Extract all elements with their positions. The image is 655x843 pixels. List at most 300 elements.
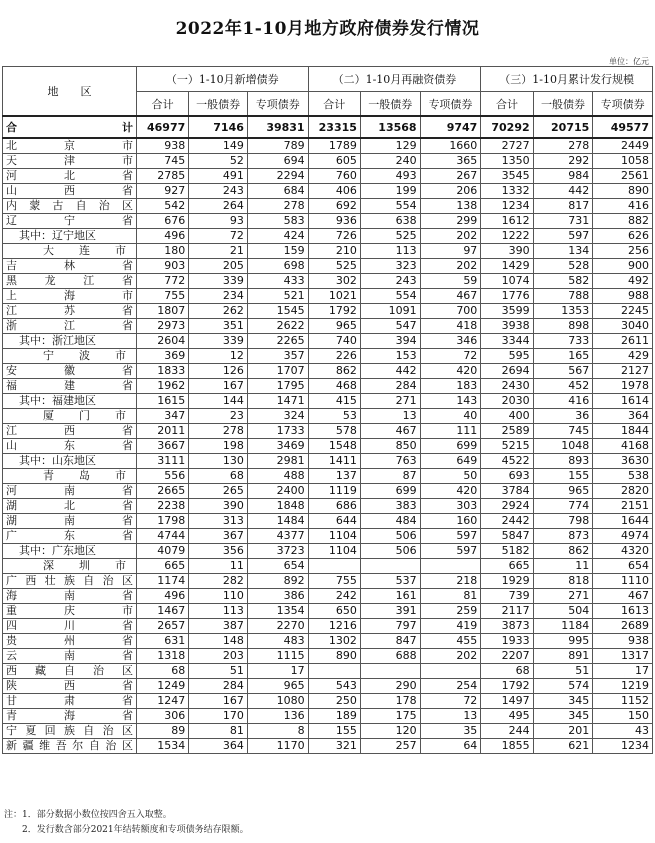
value-cell: 731 (533, 214, 593, 229)
region-name: 云南省 (3, 649, 137, 664)
value-cell: 3667 (136, 439, 188, 454)
value-cell: 419 (420, 619, 481, 634)
value-cell: 504 (533, 604, 593, 619)
value-cell: 1612 (481, 214, 533, 229)
value-cell: 631 (136, 634, 188, 649)
value-cell (420, 664, 481, 679)
value-cell: 1615 (136, 394, 188, 409)
region-name: 福建省 (3, 379, 137, 394)
region-name: 其中：辽宁地区 (3, 229, 137, 244)
value-cell: 3545 (481, 169, 533, 184)
value-cell: 420 (420, 364, 481, 379)
region-name: 吉林省 (3, 259, 137, 274)
value-cell: 324 (247, 409, 308, 424)
value-cell: 262 (189, 304, 248, 319)
value-cell: 626 (593, 229, 653, 244)
value-cell: 242 (308, 589, 360, 604)
region-name: 天津市 (3, 154, 137, 169)
value-cell: 578 (308, 424, 360, 439)
value-cell: 1792 (308, 304, 360, 319)
value-cell: 890 (308, 649, 360, 664)
value-cell (420, 559, 481, 574)
region-name: 安徽省 (3, 364, 137, 379)
value-cell: 873 (533, 529, 593, 544)
value-cell: 1855 (481, 739, 533, 754)
value-cell: 390 (189, 499, 248, 514)
value-cell: 927 (136, 184, 188, 199)
value-cell: 1795 (247, 379, 308, 394)
value-cell: 201 (533, 724, 593, 739)
value-cell: 595 (481, 349, 533, 364)
value-cell: 567 (533, 364, 593, 379)
value-cell: 483 (247, 634, 308, 649)
region-name: 河南省 (3, 484, 137, 499)
value-cell: 538 (593, 469, 653, 484)
value-cell: 4320 (593, 544, 653, 559)
value-cell: 1429 (481, 259, 533, 274)
value-cell: 2981 (247, 454, 308, 469)
value-cell: 259 (420, 604, 481, 619)
value-cell: 68 (136, 664, 188, 679)
region-name: 大连市 (3, 244, 137, 259)
region-name: 新疆维吾尔自治区 (3, 739, 137, 754)
value-cell: 1080 (247, 694, 308, 709)
value-cell: 491 (189, 169, 248, 184)
value-cell: 306 (136, 709, 188, 724)
value-cell: 292 (533, 154, 593, 169)
value-cell: 1484 (247, 514, 308, 529)
table-row (3, 604, 653, 619)
region-name: 江苏省 (3, 304, 137, 319)
value-cell: 271 (533, 589, 593, 604)
value-cell: 2270 (247, 619, 308, 634)
value-cell: 2924 (481, 499, 533, 514)
table-row (3, 499, 653, 514)
value-cell: 1534 (136, 739, 188, 754)
value-cell: 938 (136, 138, 188, 154)
value-cell: 321 (308, 739, 360, 754)
value-cell: 760 (308, 169, 360, 184)
value-cell: 1222 (481, 229, 533, 244)
value-cell: 597 (420, 529, 481, 544)
value-cell: 406 (308, 184, 360, 199)
value-cell: 2611 (593, 334, 653, 349)
header-sub: 合计 (136, 92, 188, 117)
value-cell: 1234 (593, 739, 653, 754)
value-cell: 64 (420, 739, 481, 754)
region-name: 浙江省 (3, 319, 137, 334)
value-cell: 347 (136, 409, 188, 424)
value-cell: 53 (308, 409, 360, 424)
value-cell: 4168 (593, 439, 653, 454)
value-cell: 351 (189, 319, 248, 334)
table-row (3, 259, 653, 274)
value-cell: 893 (533, 454, 593, 469)
value-cell: 1929 (481, 574, 533, 589)
value-cell: 416 (593, 199, 653, 214)
value-cell: 148 (189, 634, 248, 649)
footnotes (4, 808, 249, 838)
total-cell: 9747 (420, 116, 481, 138)
value-cell: 137 (308, 469, 360, 484)
value-cell: 2689 (593, 619, 653, 634)
value-cell: 468 (308, 379, 360, 394)
total-cell: 49577 (593, 116, 653, 138)
value-cell: 862 (308, 364, 360, 379)
value-cell: 2207 (481, 649, 533, 664)
value-cell: 621 (533, 739, 593, 754)
value-cell: 420 (420, 484, 481, 499)
value-cell: 1733 (247, 424, 308, 439)
value-cell: 161 (360, 589, 420, 604)
value-cell: 256 (593, 244, 653, 259)
value-cell: 818 (533, 574, 593, 589)
value-cell: 203 (189, 649, 248, 664)
value-cell: 882 (593, 214, 653, 229)
value-cell: 87 (360, 469, 420, 484)
header-group-new-bonds: （一）1-10月新增债券 (136, 67, 308, 92)
value-cell: 2127 (593, 364, 653, 379)
value-cell: 126 (189, 364, 248, 379)
value-cell: 442 (533, 184, 593, 199)
value-cell: 394 (360, 334, 420, 349)
total-cell: 70292 (481, 116, 533, 138)
table-row (3, 229, 653, 244)
value-cell: 649 (420, 454, 481, 469)
value-cell: 23 (189, 409, 248, 424)
value-cell: 8 (247, 724, 308, 739)
table-row (3, 138, 653, 154)
value-cell: 234 (189, 289, 248, 304)
value-cell: 364 (593, 409, 653, 424)
value-cell: 206 (420, 184, 481, 199)
total-cell: 20715 (533, 116, 593, 138)
value-cell: 2561 (593, 169, 653, 184)
value-cell: 1302 (308, 634, 360, 649)
value-cell: 68 (481, 664, 533, 679)
value-cell: 357 (247, 349, 308, 364)
header-sub: 一般债券 (533, 92, 593, 117)
value-cell: 739 (481, 589, 533, 604)
value-cell: 250 (308, 694, 360, 709)
value-cell: 699 (360, 484, 420, 499)
value-cell: 3873 (481, 619, 533, 634)
region-name: 甘肃省 (3, 694, 137, 709)
table-row (3, 619, 653, 634)
value-cell: 1411 (308, 454, 360, 469)
value-cell: 3599 (481, 304, 533, 319)
value-cell: 2400 (247, 484, 308, 499)
value-cell: 313 (189, 514, 248, 529)
value-cell: 1471 (247, 394, 308, 409)
value-cell: 267 (420, 169, 481, 184)
value-cell: 2294 (247, 169, 308, 184)
table-row (3, 739, 653, 754)
value-cell: 339 (189, 334, 248, 349)
total-row (3, 116, 653, 138)
value-cell: 733 (533, 334, 593, 349)
value-cell: 243 (360, 274, 420, 289)
value-cell: 1317 (593, 649, 653, 664)
value-cell: 17 (593, 664, 653, 679)
value-cell: 264 (189, 199, 248, 214)
value-cell: 1091 (360, 304, 420, 319)
value-cell: 50 (420, 469, 481, 484)
value-cell: 1848 (247, 499, 308, 514)
value-cell: 390 (481, 244, 533, 259)
value-cell: 155 (533, 469, 593, 484)
header-group-refinancing-bonds: （二）1-10月再融资债券 (308, 67, 481, 92)
value-cell: 2665 (136, 484, 188, 499)
value-cell: 81 (189, 724, 248, 739)
value-cell: 1184 (533, 619, 593, 634)
table-row (3, 574, 653, 589)
table-row (3, 649, 653, 664)
value-cell: 2785 (136, 169, 188, 184)
footnote-2: 2．发行数含部分2021年结转额度和专项债务结存限额。 (22, 825, 249, 835)
value-cell: 51 (533, 664, 593, 679)
value-cell: 1249 (136, 679, 188, 694)
header-region: 地 区 (3, 67, 137, 117)
value-cell: 416 (533, 394, 593, 409)
value-cell: 2011 (136, 424, 188, 439)
value-cell: 525 (360, 229, 420, 244)
value-cell: 582 (533, 274, 593, 289)
value-cell: 364 (189, 739, 248, 754)
value-cell: 1548 (308, 439, 360, 454)
value-cell: 11 (189, 559, 248, 574)
value-cell: 965 (308, 319, 360, 334)
value-cell: 1807 (136, 304, 188, 319)
region-name: 西藏自治区 (3, 664, 137, 679)
header-sub: 专项债券 (593, 92, 653, 117)
value-cell: 442 (360, 364, 420, 379)
value-cell: 597 (420, 544, 481, 559)
table-row (3, 319, 653, 334)
value-cell: 665 (136, 559, 188, 574)
value-cell: 278 (533, 138, 593, 154)
value-cell: 1613 (593, 604, 653, 619)
value-cell: 574 (533, 679, 593, 694)
value-cell: 693 (481, 469, 533, 484)
value-cell: 5182 (481, 544, 533, 559)
value-cell: 484 (360, 514, 420, 529)
header-sub: 合计 (481, 92, 533, 117)
value-cell: 583 (247, 214, 308, 229)
region-name: 广东省 (3, 529, 137, 544)
value-cell: 774 (533, 499, 593, 514)
header-group-cumulative: （三）1-10月累计发行规模 (481, 67, 653, 92)
value-cell: 21 (189, 244, 248, 259)
region-name: 宁夏回族自治区 (3, 724, 137, 739)
value-cell: 2973 (136, 319, 188, 334)
table-row (3, 304, 653, 319)
value-cell: 160 (420, 514, 481, 529)
region-name: 深圳市 (3, 559, 137, 574)
value-cell: 772 (136, 274, 188, 289)
value-cell: 798 (533, 514, 593, 529)
value-cell: 654 (593, 559, 653, 574)
value-cell: 789 (247, 138, 308, 154)
value-cell: 113 (189, 604, 248, 619)
value-cell: 386 (247, 589, 308, 604)
value-cell: 13 (360, 409, 420, 424)
table-row (3, 559, 653, 574)
value-cell: 243 (189, 184, 248, 199)
value-cell: 1644 (593, 514, 653, 529)
value-cell: 965 (247, 679, 308, 694)
value-cell: 537 (360, 574, 420, 589)
value-cell: 36 (533, 409, 593, 424)
page-title: 2022年1-10月地方政府债券发行情况 (175, 19, 480, 39)
region-name: 其中：广东地区 (3, 544, 137, 559)
region-name: 广西壮族自治区 (3, 574, 137, 589)
value-cell: 525 (308, 259, 360, 274)
table-row (3, 244, 653, 259)
value-cell: 346 (420, 334, 481, 349)
value-cell: 356 (189, 544, 248, 559)
value-cell: 467 (360, 424, 420, 439)
value-cell: 1119 (308, 484, 360, 499)
value-cell: 900 (593, 259, 653, 274)
value-cell: 688 (360, 649, 420, 664)
value-cell: 686 (308, 499, 360, 514)
value-cell: 226 (308, 349, 360, 364)
value-cell: 210 (308, 244, 360, 259)
value-cell: 797 (360, 619, 420, 634)
value-cell: 1234 (481, 199, 533, 214)
region-name: 辽宁省 (3, 214, 137, 229)
value-cell: 1247 (136, 694, 188, 709)
total-cell: 13568 (360, 116, 420, 138)
value-cell: 2442 (481, 514, 533, 529)
value-cell: 1614 (593, 394, 653, 409)
region-name: 其中：山东地区 (3, 454, 137, 469)
total-label: 合计 (3, 116, 137, 138)
value-cell: 692 (308, 199, 360, 214)
value-cell: 755 (308, 574, 360, 589)
value-cell: 418 (420, 319, 481, 334)
table-row (3, 349, 653, 364)
table-row (3, 424, 653, 439)
table-row (3, 709, 653, 724)
value-cell: 543 (308, 679, 360, 694)
value-cell: 143 (420, 394, 481, 409)
value-cell: 1174 (136, 574, 188, 589)
table-row (3, 409, 653, 424)
region-name: 江西省 (3, 424, 137, 439)
region-name: 青岛市 (3, 469, 137, 484)
value-cell: 167 (189, 379, 248, 394)
value-cell: 12 (189, 349, 248, 364)
region-name: 海南省 (3, 589, 137, 604)
value-cell: 676 (136, 214, 188, 229)
value-cell: 59 (420, 274, 481, 289)
table-row (3, 634, 653, 649)
value-cell: 149 (189, 138, 248, 154)
region-name: 贵州省 (3, 634, 137, 649)
value-cell: 165 (533, 349, 593, 364)
value-cell: 650 (308, 604, 360, 619)
header-sub: 专项债券 (247, 92, 308, 117)
value-cell: 3040 (593, 319, 653, 334)
value-cell: 387 (189, 619, 248, 634)
value-cell: 452 (533, 379, 593, 394)
value-cell: 694 (247, 154, 308, 169)
value-cell: 323 (360, 259, 420, 274)
value-cell: 5215 (481, 439, 533, 454)
value-cell: 492 (593, 274, 653, 289)
value-cell: 72 (420, 694, 481, 709)
value-cell: 97 (420, 244, 481, 259)
header-sub: 一般债券 (360, 92, 420, 117)
value-cell: 1332 (481, 184, 533, 199)
value-cell (308, 664, 360, 679)
value-cell: 167 (189, 694, 248, 709)
value-cell: 556 (136, 469, 188, 484)
total-cell: 23315 (308, 116, 360, 138)
value-cell: 1933 (481, 634, 533, 649)
value-cell: 3630 (593, 454, 653, 469)
table-row (3, 514, 653, 529)
value-cell: 755 (136, 289, 188, 304)
value-cell: 136 (247, 709, 308, 724)
table-row (3, 289, 653, 304)
value-cell: 1707 (247, 364, 308, 379)
region-name: 河北省 (3, 169, 137, 184)
value-cell: 2245 (593, 304, 653, 319)
footnote-1: 注：1．部分数据小数位按四舍五入取整。 (4, 810, 172, 820)
value-cell: 424 (247, 229, 308, 244)
value-cell: 763 (360, 454, 420, 469)
value-cell (308, 559, 360, 574)
table-row (3, 184, 653, 199)
value-cell: 1353 (533, 304, 593, 319)
region-name: 青海省 (3, 709, 137, 724)
value-cell: 254 (420, 679, 481, 694)
value-cell: 4744 (136, 529, 188, 544)
value-cell: 299 (420, 214, 481, 229)
value-cell: 130 (189, 454, 248, 469)
value-cell: 3938 (481, 319, 533, 334)
table-row (3, 529, 653, 544)
value-cell: 1789 (308, 138, 360, 154)
value-cell: 496 (136, 229, 188, 244)
value-cell: 40 (420, 409, 481, 424)
value-cell: 1058 (593, 154, 653, 169)
value-cell: 2265 (247, 334, 308, 349)
value-cell: 1152 (593, 694, 653, 709)
table-row (3, 469, 653, 484)
total-cell: 46977 (136, 116, 188, 138)
value-cell: 1978 (593, 379, 653, 394)
value-cell: 429 (593, 349, 653, 364)
value-cell: 2430 (481, 379, 533, 394)
region-name: 陕西省 (3, 679, 137, 694)
value-cell: 654 (247, 559, 308, 574)
value-cell: 302 (308, 274, 360, 289)
value-cell: 3469 (247, 439, 308, 454)
value-cell: 745 (533, 424, 593, 439)
value-cell: 205 (189, 259, 248, 274)
value-cell: 3723 (247, 544, 308, 559)
value-cell: 68 (189, 469, 248, 484)
value-cell: 1776 (481, 289, 533, 304)
value-cell: 4377 (247, 529, 308, 544)
value-cell (360, 559, 420, 574)
table-row (3, 364, 653, 379)
value-cell: 891 (533, 649, 593, 664)
